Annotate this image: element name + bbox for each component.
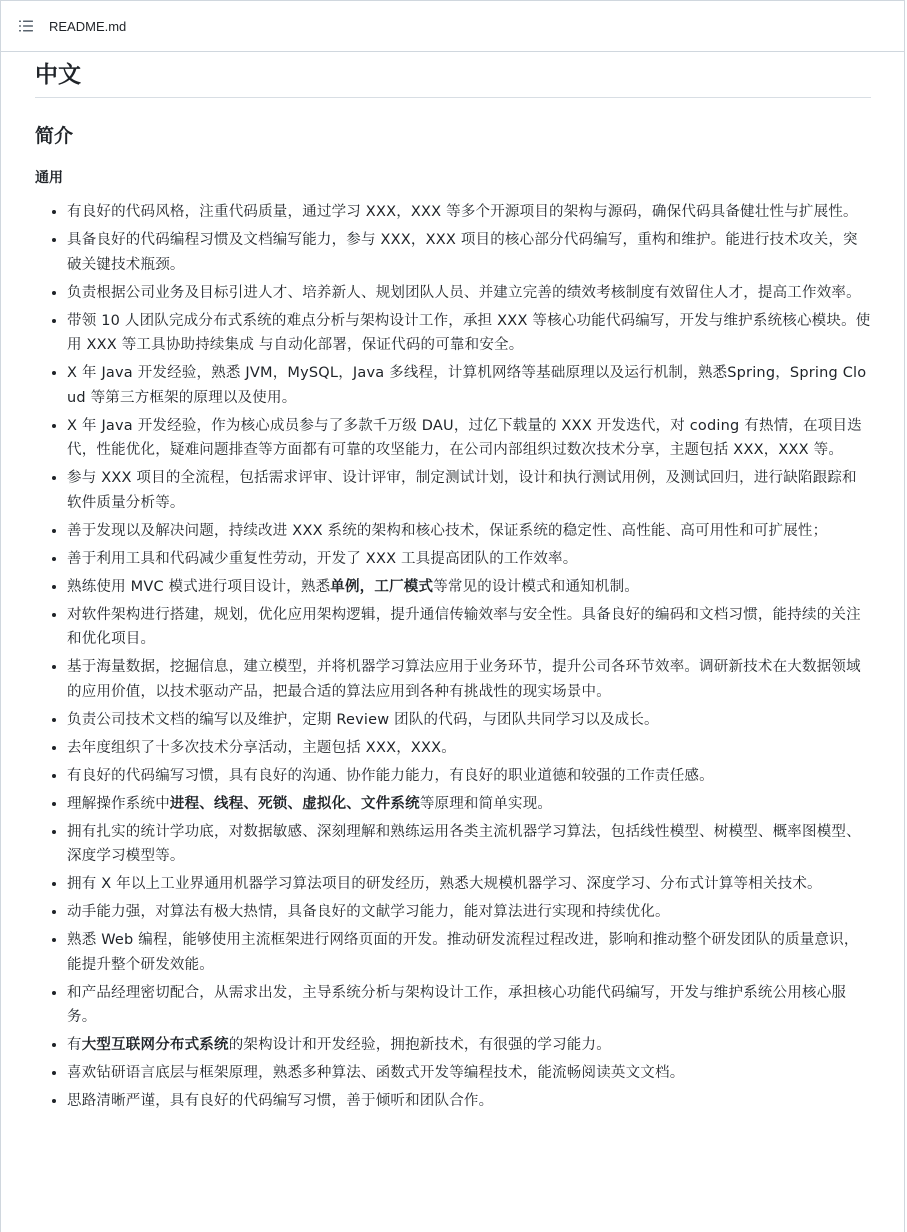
list-item: [67, 792, 871, 817]
heading-intro: 简介: [35, 125, 74, 147]
list-item: [67, 900, 871, 925]
heading-chinese: 中文: [35, 52, 871, 98]
list-item-text: 喜欢钻研语言底层与框架原理，熟悉多种算法、函数式开发等编程技术，能流畅阅读英文文档。: [67, 1065, 685, 1081]
list-item-text: 动手能力强，对算法有极大热情，具备良好的文献学习能力，能对算法进行实现和持续优化。: [67, 904, 670, 920]
list-item: [67, 1061, 871, 1086]
list-item: [67, 547, 871, 572]
list-item-text: 熟悉 Web 编程，能够使用主流框架进行网络页面的开发。推动研发流程过程改进，影响和推动整个研发团队的质量意识，能提升整个研发效能。: [67, 932, 859, 973]
file-header: [1, 1, 904, 52]
list-item-text: 思路清晰严谨，具有良好的代码编写习惯，善于倾听和团队合作。: [67, 1093, 494, 1109]
list-item-text: 去年度组织了十多次技术分享活动，主题包括 XXX，XXX。: [67, 739, 457, 756]
file-name[interactable]: README.md: [49, 18, 127, 34]
list-item: [67, 414, 871, 463]
list-item-text: 带领 10 人团队完成分布式系统的难点分析与架构设计工作，承担 XXX 等核心功能代码编写，开发与维护系统核心模块。使用 XXX 等工具协助持续集成 与自动化部署，保证代码的可靠和安全。: [67, 312, 871, 353]
list-item-text: 基于海量数据，挖掘信息，建立模型，并将机器学习算法应用于业务环节，提升公司各环节效率。调研新技术在大数据领域的应用价值，以技术驱动产品，把最合适的算法应用到各种有挑战性的现实场景中。: [67, 659, 861, 700]
list-item-bold-text: 单例，工厂模式: [330, 578, 434, 595]
list-item: [67, 519, 871, 544]
list-item: [67, 200, 871, 225]
list-item: [67, 228, 871, 277]
list-item-text: 善于利用工具和代码减少重复性劳动，开发了 XXX 工具提高团队的工作效率。: [67, 550, 578, 567]
list-item: [67, 820, 871, 869]
list-item-text: 有良好的代码编写习惯，具有良好的沟通、协作能力能力，有良好的职业道德和较强的工作责任感。: [67, 767, 714, 784]
list-item-bold-text: 大型互联网分布式系统: [81, 1037, 229, 1053]
list-item-text: X 年 Java 开发经验，作为核心成员参与了多款千万级 DAU，过亿下载量的 XXX 开发迭代，对 coding 有热情，在项目迭代，性能优化，疑难问题排查等方面都有可靠的攻坚能力，在公司内部组织过数次技术分享，主题包括 XXX，XXX 等。: [67, 417, 862, 458]
readme-content: [1, 52, 904, 1114]
list-item-text: 具备良好的代码编程习惯及文档编写能力，参与 XXX，XXX 项目的核心部分代码编写，重构和维护。能进行技术攻关，突破关键技术瓶颈。: [67, 232, 858, 273]
list-item-text: 的架构设计和开发经验，拥抱新技术，有很强的学习能力。: [228, 1037, 611, 1053]
list-item: [67, 981, 871, 1030]
list-item: [67, 281, 871, 306]
skills-list: [35, 200, 871, 1114]
list-item-text: 善于发现以及解决问题，持续改进 XXX 系统的架构和核心技术，保证系统的稳定性、高性能、高可用性和可扩展性；: [67, 522, 828, 539]
list-item: [67, 764, 871, 789]
list-item-text: 有良好的代码风格，注重代码质量，通过学习 XXX，XXX 等多个开源项目的架构与源码，确保代码具备健壮性与扩展性。: [67, 204, 858, 220]
list-item-text: 等原理和简单实现。: [419, 795, 553, 812]
list-item: [67, 928, 871, 977]
list-item-text: 熟练使用 MVC 模式进行项目设计，熟悉: [67, 578, 331, 595]
list-item-text: 理解操作系统中: [67, 795, 170, 812]
heading-general: 通用: [35, 170, 63, 186]
list-item-text: X 年 Java 开发经验，熟悉 JVM，MySQL，Java 多线程，计算机网络等基础原理以及运行机制，熟悉Spring，Spring Cloud 等第三方框架的原理以及使用。: [67, 365, 867, 406]
list-item-text: 等常见的设计模式和通知机制。: [433, 578, 639, 595]
list-item-text: 参与 XXX 项目的全流程，包括需求评审、设计评审，制定测试计划，设计和执行测试用例，及测试回归，进行缺陷跟踪和软件质量分析等。: [67, 470, 857, 511]
list-item-text: 和产品经理密切配合，从需求出发，主导系统分析与架构设计工作，承担核心功能代码编写，开发与维护系统公用核心服务。: [67, 984, 847, 1025]
list-item: [67, 1033, 871, 1058]
list-item: [67, 309, 871, 358]
list-item-text: 拥有 X 年以上工业界通用机器学习算法项目的研发经历，熟悉大规模机器学习、深度学习、分布式计算等相关技术。: [67, 876, 822, 892]
list-item: [67, 603, 871, 652]
list-item-text: 负责公司技术文档的编写以及维护，定期 Review 团队的代码，与团队共同学习以及成长。: [67, 711, 659, 728]
list-item: [67, 736, 871, 761]
list-item-text: 有: [67, 1037, 82, 1053]
list-item: [67, 655, 871, 704]
list-item: [67, 575, 871, 600]
list-item: [67, 466, 871, 515]
list-item-text: 负责根据公司业务及目标引进人才、培养新人、规划团队人员、并建立完善的绩效考核制度有效留住人才，提高工作效率。: [67, 284, 861, 301]
list-item: [67, 361, 871, 410]
list-item-text: 拥有扎实的统计学功底，对数据敏感、深刻理解和熟练运用各类主流机器学习算法，包括线性模型、树模型、概率图模型、深度学习模型等。: [67, 823, 861, 864]
list-unordered-icon[interactable]: [18, 18, 34, 34]
list-item-bold-text: 进程、线程、死锁、虚拟化、文件系统: [169, 795, 420, 812]
list-item: [67, 872, 871, 897]
list-item-text: 对软件架构进行搭建，规划，优化应用架构逻辑，提升通信传输效率与安全性。具备良好的编码和文档习惯，能持续的关注和优化项目。: [67, 606, 861, 647]
list-item: [67, 1089, 871, 1114]
list-item: [67, 708, 871, 733]
